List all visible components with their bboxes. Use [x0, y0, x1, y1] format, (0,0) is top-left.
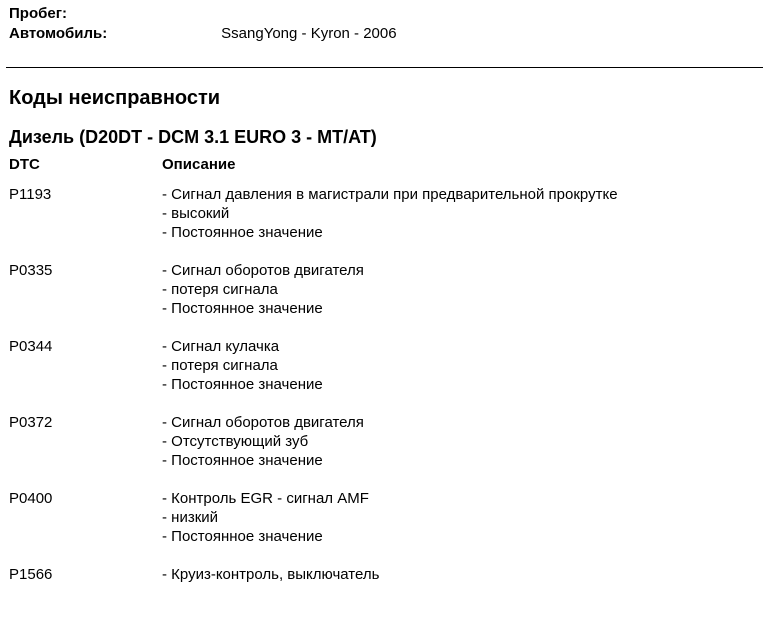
dtc-description-line: - Контроль EGR - сигнал AMF	[162, 490, 369, 507]
car-row	[9, 25, 397, 43]
dtc-row	[0, 489, 771, 565]
dtc-row	[0, 185, 771, 261]
car-value: SsangYong - Kyron - 2006	[221, 25, 397, 42]
dtc-description-line: - Постоянное значение	[162, 224, 323, 241]
section-title: Коды неисправности	[9, 87, 221, 109]
dtc-description-line: - низкий	[162, 509, 219, 526]
dtc-row	[0, 413, 771, 489]
dtc-description-line: - Круиз-контроль, выключатель	[162, 566, 380, 583]
dtc-description	[162, 261, 364, 318]
dtc-code: P0400	[9, 490, 53, 507]
dtc-description-line: - Постоянное значение	[162, 452, 323, 469]
dtc-description	[162, 185, 618, 242]
dtc-description-line: - Сигнал кулачка	[162, 338, 280, 355]
dtc-code: P0335	[9, 262, 53, 279]
dtc-row	[0, 337, 771, 413]
dtc-description-line: - Отсутствующий зуб	[162, 433, 309, 450]
dtc-description-line: - Постоянное значение	[162, 528, 323, 545]
dtc-code: P0344	[9, 338, 53, 355]
dtc-code: P1193	[9, 186, 52, 203]
dtc-description-line: - Постоянное значение	[162, 376, 323, 393]
dtc-description	[162, 337, 323, 394]
dtc-code: P1566	[9, 566, 53, 583]
mileage-label: Пробег:	[9, 5, 67, 22]
dtc-description-line: - Сигнал оборотов двигателя	[162, 262, 364, 279]
table-header	[0, 156, 771, 174]
column-header-dtc: DTC	[9, 156, 40, 173]
dtc-code: P0372	[9, 414, 53, 431]
dtc-list	[0, 185, 771, 641]
dtc-description-line: - Сигнал оборотов двигателя	[162, 414, 364, 431]
mileage-row	[9, 5, 217, 23]
dtc-description	[162, 413, 364, 470]
subsection-title: Дизель (D20DT - DCM 3.1 EURO 3 - MT/AT)	[9, 127, 377, 147]
dtc-description	[162, 565, 379, 584]
dtc-row	[0, 565, 771, 641]
dtc-description-line: - Сигнал давления в магистрали при предварительной прокрутке	[162, 186, 618, 203]
header-divider	[6, 67, 763, 68]
dtc-description-line: - потеря сигнала	[162, 281, 278, 298]
dtc-description	[162, 489, 369, 546]
dtc-description-line: - высокий	[162, 205, 230, 222]
dtc-row	[0, 261, 771, 337]
column-header-description: Описание	[162, 156, 236, 173]
dtc-description-line: - потеря сигнала	[162, 357, 278, 374]
car-label: Автомобиль:	[9, 25, 108, 42]
dtc-description-line: - Постоянное значение	[162, 300, 323, 317]
